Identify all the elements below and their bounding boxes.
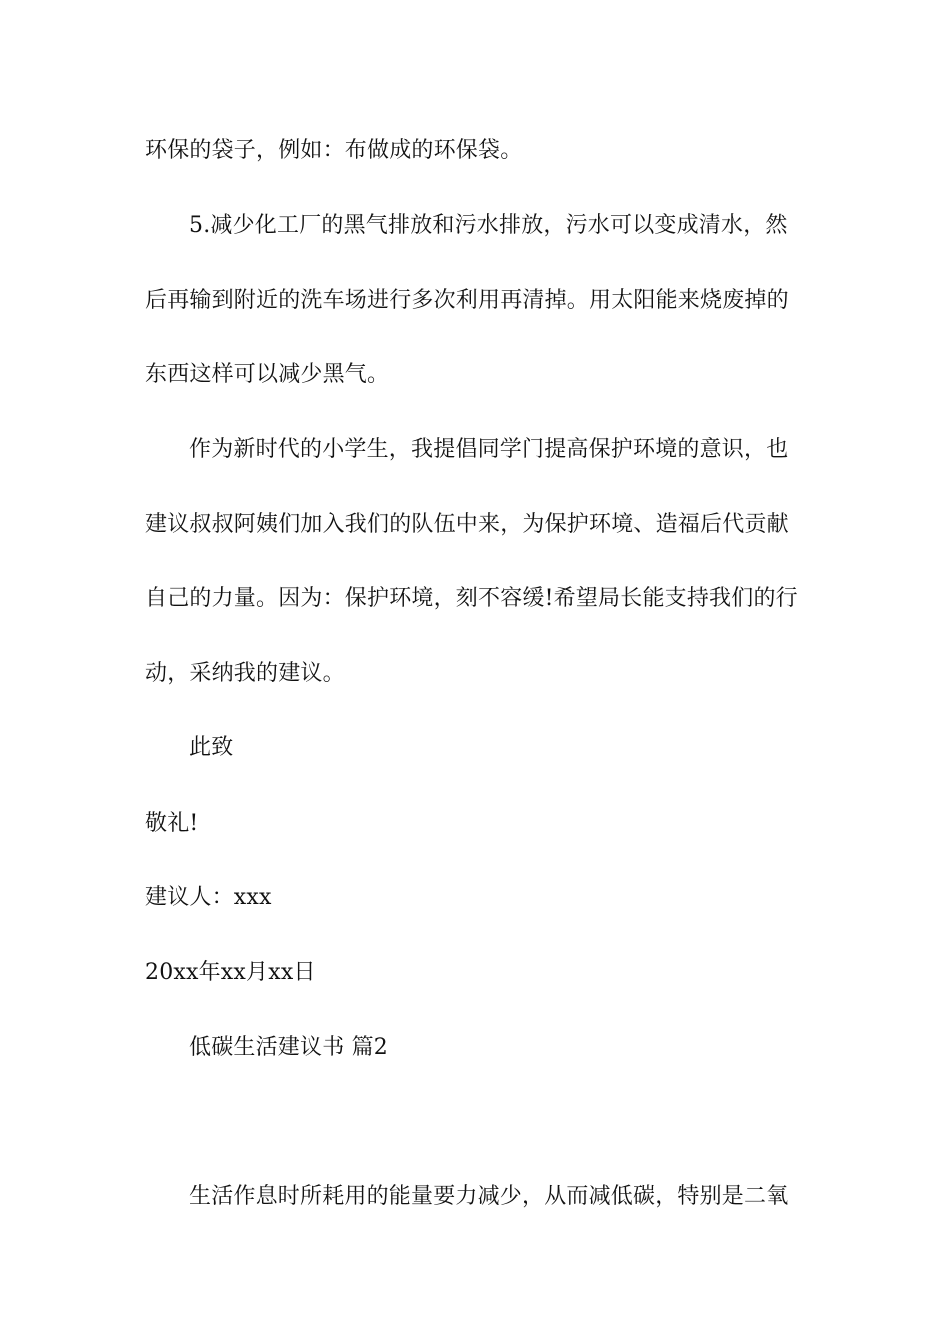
- paragraph-line: 环保的袋子，例如：布做成的环保袋。: [145, 138, 523, 163]
- paragraph-line: 东西这样可以减少黑气。: [145, 362, 390, 387]
- signature-line: 建议人：xxx: [145, 885, 272, 910]
- paragraph-line: 作为新时代的小学生，我提倡同学门提高保护环境的意识，也: [189, 437, 789, 462]
- date-line: 20xx年xx月xx日: [145, 960, 316, 985]
- paragraph-line: 动，采纳我的建议。: [145, 661, 345, 686]
- paragraph-line: 5.减少化工厂的黑气排放和污水排放，污水可以变成清水，然: [189, 213, 788, 238]
- closing-salutation: 此致: [189, 735, 234, 760]
- paragraph-line: 建议叔叔阿姨们加入我们的队伍中来，为保护环境、造福后代贡献: [145, 512, 789, 537]
- paragraph-line: 生活作息时所耗用的能量要力减少，从而减低碳，特别是二氧: [189, 1184, 789, 1209]
- section-heading: 低碳生活建议书 篇2: [189, 1035, 388, 1060]
- closing-regards: 敬礼!: [145, 811, 199, 836]
- paragraph-line: 后再输到附近的洗车场进行多次利用再清掉。用太阳能来烧废掉的: [145, 288, 789, 313]
- paragraph-line: 自己的力量。因为：保护环境，刻不容缓!希望局长能支持我们的行: [145, 586, 798, 611]
